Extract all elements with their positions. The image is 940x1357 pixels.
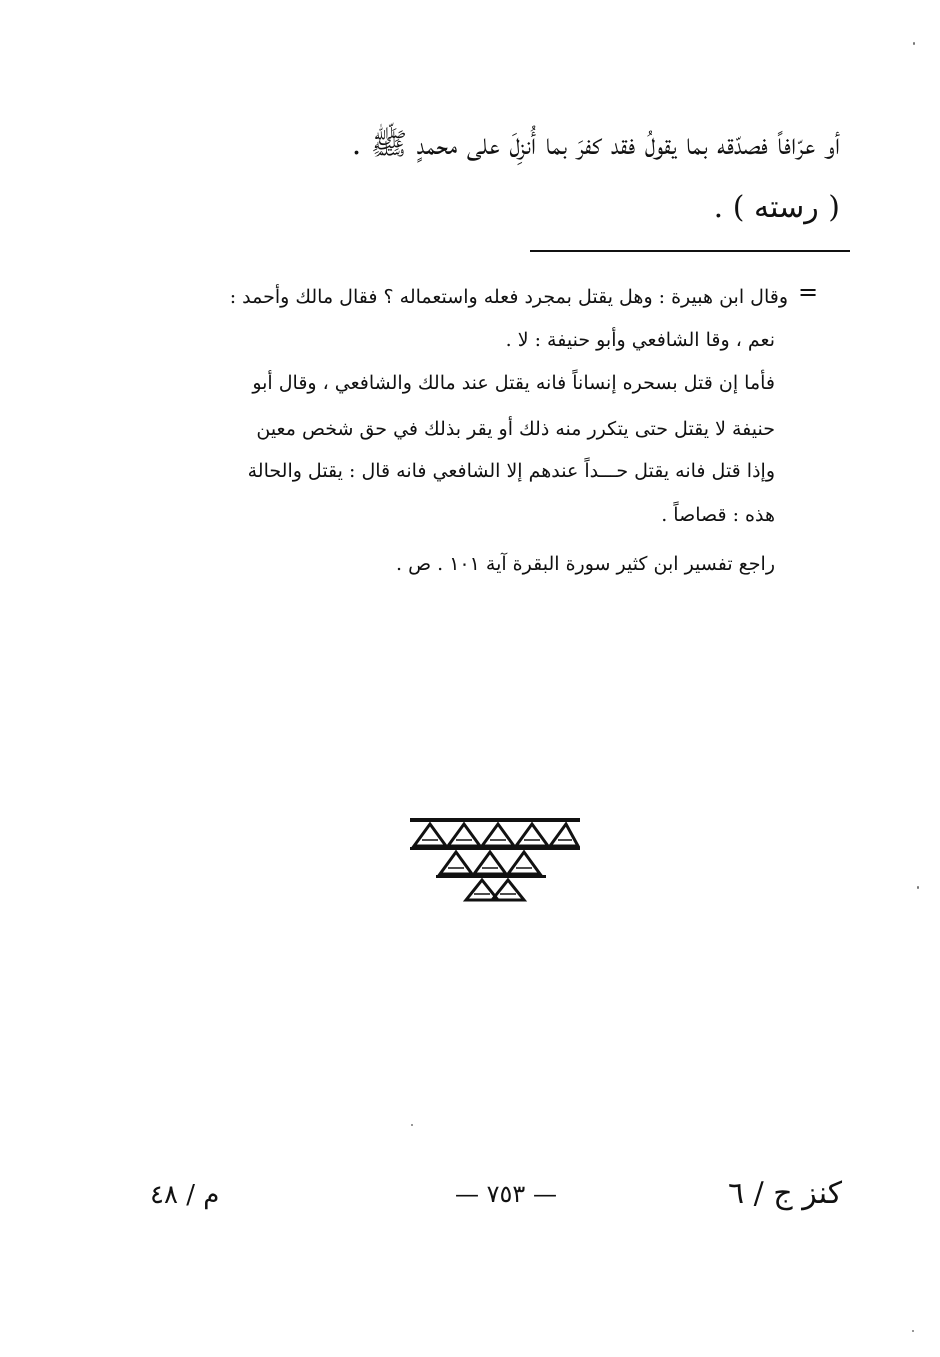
footnote-line-3: فأما إن قتل بسحره إنساناً فانه يقتل عند مالك والشافعي ، وقال أبو xyxy=(252,372,775,394)
footnote-line-2: نعم ، وقا الشافعي وأبو حنيفة : لا . xyxy=(505,329,775,351)
main-text-line-2: ( رسته ) . xyxy=(713,190,840,225)
scan-speck xyxy=(411,1124,413,1126)
footer-volume-label: كنز ج / ٦ xyxy=(728,1176,843,1211)
triangle-pattern-ornament-icon xyxy=(410,818,580,902)
main-text-line-1: أو عرّافاً فصدّقه بما يقولُ فقد كفرَ بما أُنزِلَ على محمدٍ ﷺ . xyxy=(351,127,840,162)
page-number: — ٧٥٣ — xyxy=(455,1180,557,1208)
footnote-line-4: حنيفة لا يقتل حتى يتكرر منه ذلك أو يقر بذلك في حق شخص معين xyxy=(256,418,775,440)
footnote-line-6: هذه : قصاصاً . xyxy=(661,504,775,526)
scan-speck xyxy=(917,886,919,889)
footnote-line-1: وقال ابن هبيرة : وهل يقتل بمجرد فعله واستعماله ؟ فقال مالك وأحمد : xyxy=(229,286,788,308)
footnote-continuation-mark: = xyxy=(798,278,819,306)
scan-speck xyxy=(913,42,915,45)
footnote-line-7: راجع تفسير ابن كثير سورة البقرة آية ١٠١ . ص . xyxy=(396,553,775,575)
footnote-line-5: وإذا قتل فانه يقتل حـــداً عندهم إلا الشافعي فانه قال : يقتل والحالة xyxy=(247,460,775,482)
footer-signature-left: م / ٤٨ xyxy=(150,1180,220,1210)
footnote-divider xyxy=(530,250,850,252)
scan-speck xyxy=(912,1330,914,1332)
